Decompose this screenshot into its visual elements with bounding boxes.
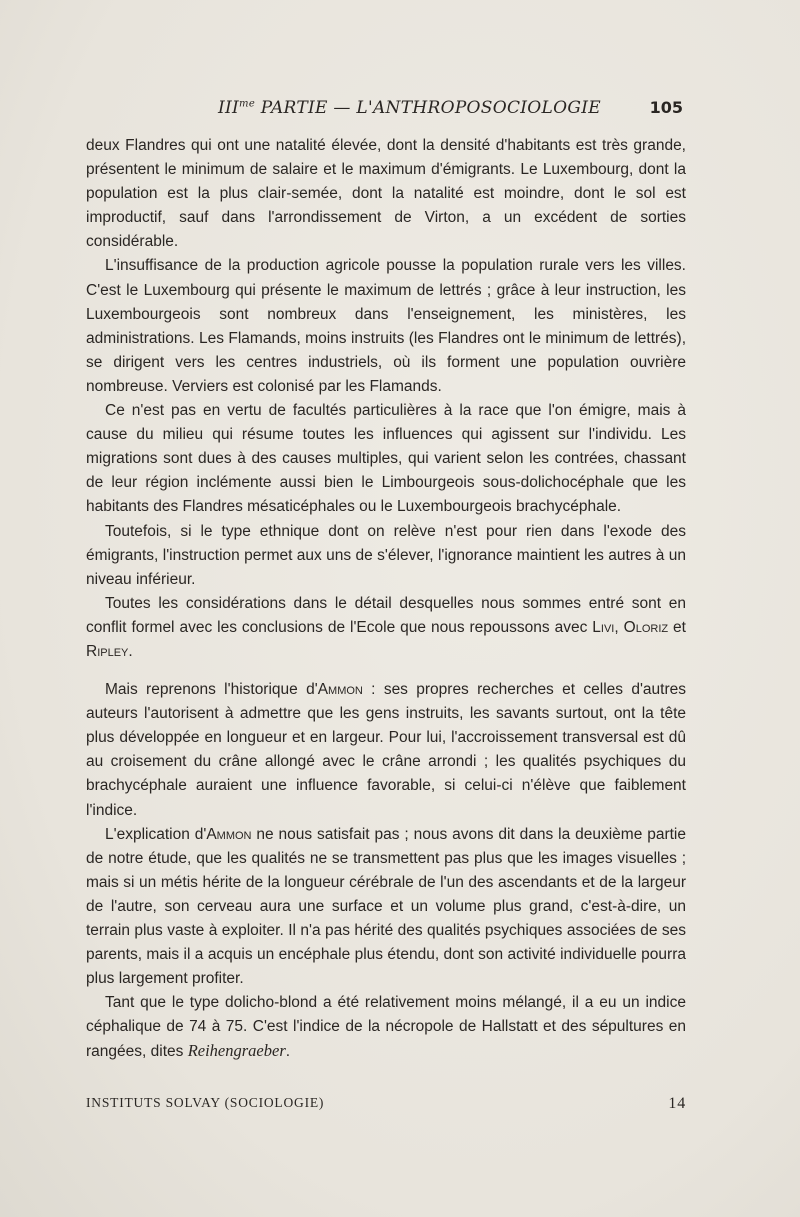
paragraph-5-comma: , (614, 618, 619, 636)
paragraph-8-period: . (285, 1043, 291, 1061)
author-oloriz: Oloriz (623, 618, 669, 636)
paragraph-5-period: . (128, 642, 133, 660)
paragraph-4: Toutefois, si le type ethnique dont on relève n'est pour rien dans l'exode des émigrants, l'instruction permet aux uns de s'élever, l'ignorance maintient les autres à un niveau inférieur. (86, 522, 686, 588)
author-ammon-2: Ammon (206, 825, 252, 843)
paragraph-6 (86, 678, 686, 823)
part-suffix: me (239, 98, 256, 110)
sheet-number: 14 (668, 1095, 686, 1112)
running-title: PARTIE — L'ANTHROPOSOCIOLOGIE (260, 98, 601, 118)
paragraph-8-text: Tant que le type dolicho-blond a été relativement moins mélangé, il a eu un indice céphalique de 74 à 75. C'est l'indice de la nécropole de Hallstatt et des sépultures en rangées, dites (86, 994, 686, 1061)
part-number: III (218, 98, 240, 118)
running-header (218, 98, 658, 118)
paragraph-7-text: ne nous satisfait pas ; nous avons dit dans la deuxième partie de notre étude, que les qualités ne se transmettent pas plus que les images visuelles ; mais si un métis hérite de la longueur cérébrale de l'un des ascendants et de la largeur de l'autre, son cerveau aura une surface et un volume plus grand, c'est-à-dire, un terrain plus vaste à exploiter. Il n'a pas hérité des qualités psychiques associées de ses parents, mais il a acquis un encéphale plus étendu, dont son activité individuelle pourra plus largement profiter. (86, 825, 686, 988)
term-reihengraeber: Reihengraeber (187, 1041, 286, 1061)
paragraph-8 (86, 991, 686, 1064)
body-text (86, 134, 686, 1065)
author-livi: Livi (592, 618, 615, 636)
footer (86, 1095, 686, 1112)
printer-signature: INSTITUTS SOLVAY (SOCIOLOGIE) (86, 1095, 325, 1110)
paragraph-2: L'insuffisance de la production agricole pousse la population rurale vers les villes. C'est le Luxembourg qui présente le maximum de lettrés ; grâce à leur instruction, les Luxembourgeois sont nombreux dans l'enseignement, les ministères, les administrations. Les Flamands, moins instruits (les Flandres ont le minimum de lettrés), se dirigent vers les centres industriels, où ils forment une population ouvrière nombreuse. Verviers est colonisé par les Flamands. (86, 257, 686, 395)
paragraph-6-text: : ses propres recherches et celles d'autres auteurs l'autorisent à admettre que les gens instruits, les savants surtout, ont la tête plus développée en longueur et en largeur. Pour lui, l'accroissement transversal est dû au croisement du crâne allongé avec le crâne arrondi ; les qualités psychiques du brachycéphale auraient une influence favorable, si celui-ci n'élève que faiblement l'indice. (86, 681, 686, 819)
paragraph-5 (86, 592, 686, 664)
paragraph-5-text: Toutes les considérations dans le détail desquelles nous sommes entré sont en conflit formel avec les conclusions de l'Ecole que nous repoussons avec (86, 594, 686, 636)
page-number: 105 (649, 98, 683, 117)
author-ripley: Ripley (86, 642, 129, 660)
author-ammon: Ammon (317, 681, 363, 699)
paragraph-7 (86, 823, 686, 992)
paragraph-5-and: et (673, 618, 686, 636)
paragraph-3: Ce n'est pas en vertu de facultés particulières à la race que l'on émigre, mais à cause du milieu qui résume toutes les influences qui agissent sur l'individu. Les migrations sont dues à des causes multiples, qui varient selon les contrées, chassant de leur région inclémente aussi bien le Limbourgeois sous-dolichocéphale que les habitants des Flandres mésaticéphales ou le Luxembourgeois brachycéphale. (86, 402, 686, 516)
paragraph-7-lead: L'explication d' (105, 825, 207, 843)
paragraph-1: deux Flandres qui ont une natalité élevée, dont la densité d'habitants est très grande, présentent le minimum de salaire et le maximum d'émigrants. Le Luxembourg, dont la population est la plus clair-semée, dont la natalité est moindre, dont le sol est improductif, sauf dans l'arrondissement de Virton, a un excédent de sorties considérable. (86, 137, 686, 251)
paragraph-6-lead: Mais reprenons l'historique d' (105, 681, 318, 699)
